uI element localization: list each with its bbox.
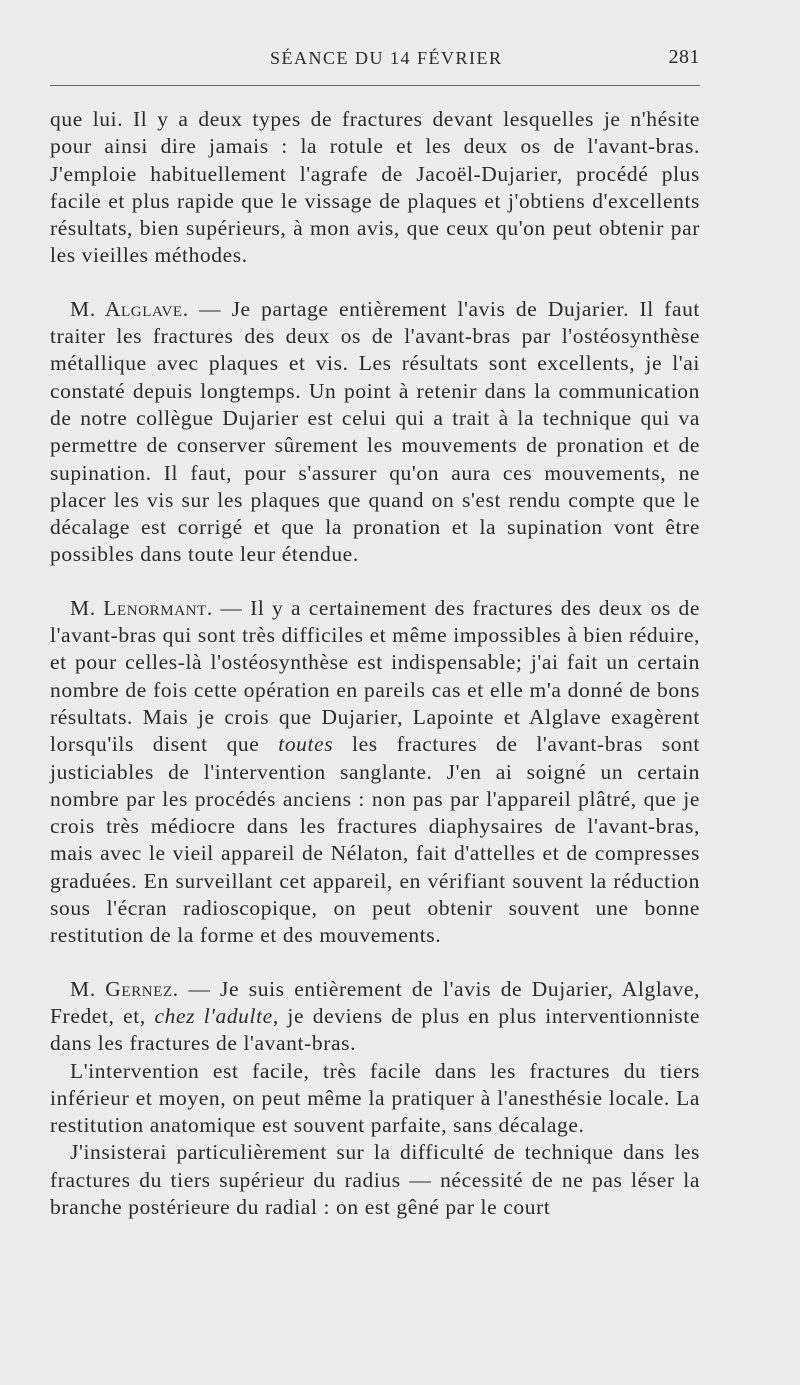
remark-text: — Il y a certainement des fractures des deux os de l'avant-bras qui sont très difficiles et même impossibles à bien réduire, et pour celles-là l'ostéosynthèse est indispensable; j'ai fait un certain nombre de fois cette opération en pareils cas et elle m'a donné de bons résultats. Mais je crois que Dujarier, Lapointe et Alglave exagèrent lorsqu'ils disent que — [50, 595, 700, 757]
body-text — [50, 106, 700, 1221]
lenormant-remark — [50, 595, 700, 950]
header-rule — [50, 85, 700, 86]
remark-text: — Je partage entièrement l'avis de Dujarier. Il faut traiter les fractures des deux os de l'avant-bras par l'ostéosynthèse métallique avec plaques et vis. Les résultats sont excellents, je l'ai constaté depuis longtemps. Un point à retenir dans la communication de notre collègue Dujarier est celui qui a trait à la technique qui va permettre de conserver sûrement les mouvements de pronation et de supination. Il faut, pour s'assurer qu'on aura ces mouvements, ne placer les vis sur les plaques que quand on s'est rendu compte que le décalage est corrigé et que la pronation et la supination vont être possibles dans toute leur étendue. — [50, 296, 701, 567]
alglave-remark — [50, 296, 700, 569]
gernez-remark — [50, 976, 700, 1058]
speaker-name: M. Alglave. — [70, 296, 189, 321]
continuation-paragraph: que lui. Il y a deux types de fractures devant lesquelles je n'hésite pour ainsi dire jamais : la rotule et les deux os de l'avant-bras. J'emploie habituellement l'agrafe de Jacoël-Dujarier, procédé plus facile et plus rapide que le vissage de plaques et j'obtiens d'excellents résultats, bien supérieurs, à mon avis, que ceux qu'on peut obtenir par les vieilles méthodes. — [50, 107, 700, 268]
page-number: 281 — [668, 46, 700, 68]
emphasized-phrase: chez l'adulte — [154, 1003, 273, 1028]
speaker-name: M. Lenormant. — [70, 595, 213, 620]
running-title: SÉANCE DU 14 FÉVRIER — [270, 48, 503, 68]
speaker-name: M. Gernez. — [70, 976, 179, 1001]
remark-text-continued: , je deviens de plus en plus interventionniste dans les fractures de l'avant-bras. — [50, 1003, 700, 1056]
gernez-paragraph: L'intervention est facile, très facile dans les fractures du tiers inférieur et moyen, on peut même la pratiquer à l'anesthésie locale. La restitution anatomique est souvent parfaite, sans décalage. — [50, 1058, 700, 1138]
emphasized-word: toutes — [278, 732, 334, 757]
gernez-paragraph: J'insisterai particulièrement sur la difficulté de technique dans les fractures du tiers supérieur du radius — nécessité de ne pas léser la branche postérieure du radial : on est gêné par le court — [50, 1140, 700, 1219]
running-head — [50, 40, 700, 74]
remark-text-continued: les fractures de l'avant-bras sont justiciables de l'intervention sanglante. J'en ai soigné un certain nombre par les procédés anciens : non pas par l'appareil plâtré, que je crois très médiocre dans les fractures diaphysaires de l'avant-bras, mais avec le vieil appareil de Nélaton, fait d'attelles et de compresses graduées. En surveillant cet appareil, en vérifiant souvent la réduction sous l'écran radioscopique, on peut obtenir souvent une bonne restitution de la forme et des mouvements. — [50, 732, 700, 948]
remark-text: — Je suis entièrement de l'avis de Dujarier, Alglave, Fredet, et, — [50, 976, 701, 1028]
